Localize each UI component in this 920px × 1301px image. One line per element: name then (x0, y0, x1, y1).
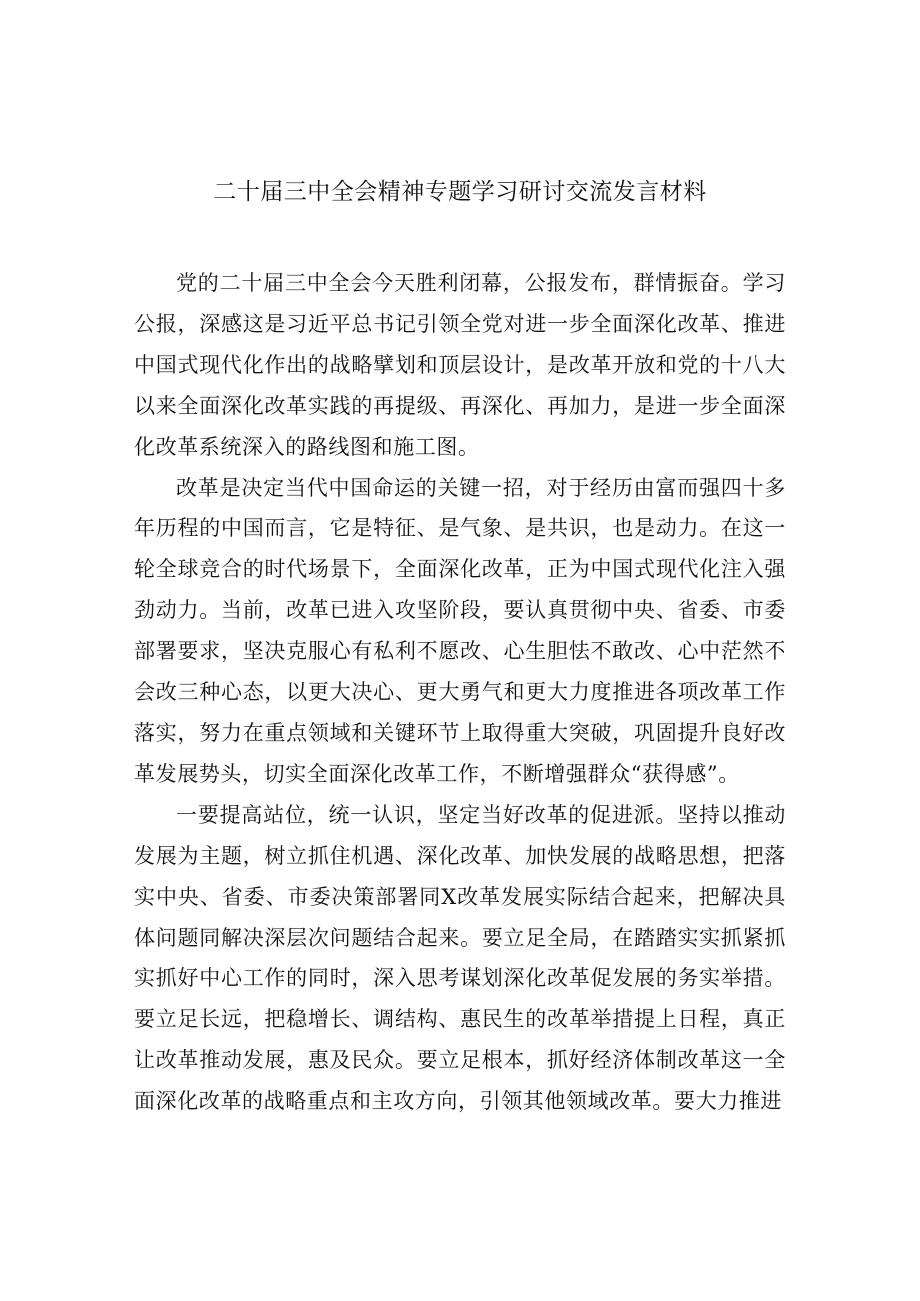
paragraph-1: 党的二十届三中全会今天胜利闭幕，公报发布，群情振奋。学习公报，深感这是习近平总书记引领全党对进一步全面深化改革、推进中国式现代化作出的战略擘划和顶层设计，是改革开放和党的十八大以来全面深化改革实践的再提级、再深化、再加力，是进一步全面深化改革系统深入的路线图和施工图。 (134, 271, 786, 459)
document-body (134, 263, 786, 1122)
paragraph-3: 一要提高站位，统一认识，坚定当好改革的促进派。坚持以推动发展为主题，树立抓住机遇、深化改革、加快发展的战略思想，把落实中央、省委、市委决策部署同X改革发展实际结合起来，把解决具体问题同解决深层次问题结合起来。要立足全局，在踏踏实实抓紧抓实抓好中心工作的同时，深入思考谋划深化改革促发展的务实举措。要立足长远，把稳增长、调结构、惠民生的改革举措提上日程，真正让改革推动发展，惠及民众。要立足根本，抓好经济体制改革这一全面深化改革的战略重点和主攻方向，引领其他领域改革。要大力推进 (134, 802, 786, 1114)
document-title: 二十届三中全会精神专题学习研讨交流发言材料 (213, 179, 707, 205)
paragraph-2: 改革是决定当代中国命运的关键一招，对于经历由富而强四十多年历程的中国而言，它是特征、是气象、是共识，也是动力。在这一轮全球竞合的时代场景下，全面深化改革，正为中国式现代化注入强劲动力。当前，改革已进入攻坚阶段，要认真贯彻中央、省委、市委部署要求，坚决克服心有私利不愿改、心生胆怯不敢改、心中茫然不会改三种心态，以更大决心、更大勇气和更大力度推进各项改革工作落实，努力在重点领域和关键环节上取得重大突破，巩固提升良好改革发展势头，切实全面深化改革工作，不断增强群众“获得感”。 (134, 475, 786, 786)
